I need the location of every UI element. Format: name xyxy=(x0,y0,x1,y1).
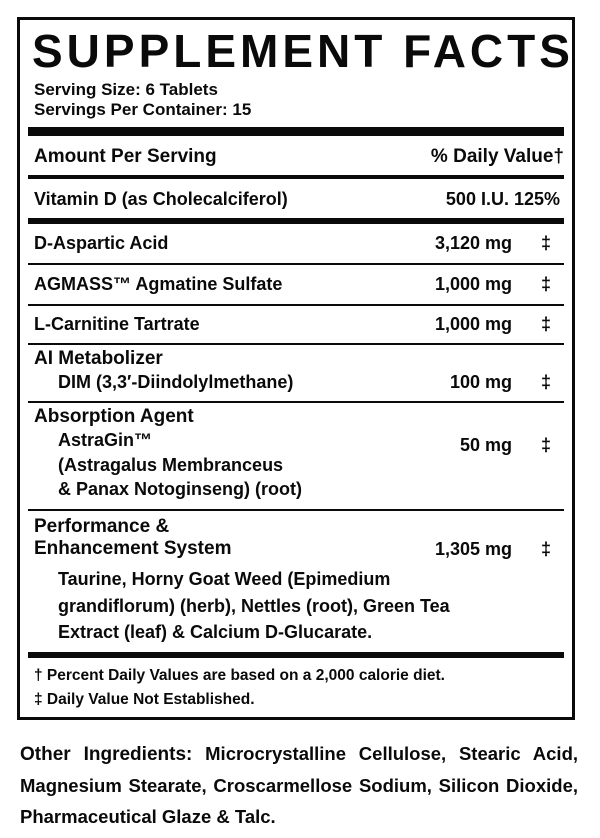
serving-size: Serving Size: 6 Tablets xyxy=(34,80,218,99)
medium-divider xyxy=(28,175,564,179)
ai-metabolizer-heading: AI Metabolizer xyxy=(34,348,163,369)
thin-divider xyxy=(28,509,564,511)
dv-dagger: ‡ xyxy=(540,233,551,253)
performance-heading-2: Enhancement System xyxy=(34,538,232,559)
other-ingredients xyxy=(20,738,578,832)
agmass-name: AGMASS™ Agmatine Sulfate xyxy=(34,274,283,294)
dv-dagger: ‡ xyxy=(540,274,551,294)
vitamin-d-amount: 500 I.U. 125% xyxy=(445,189,560,209)
panel-title: SUPPLEMENT FACTS xyxy=(32,25,574,77)
amount-per-serving-header: Amount Per Serving xyxy=(34,146,217,167)
agmass-amount: 1,000 mg xyxy=(434,274,512,294)
astragin-detail-2: & Panax Notoginseng) (root) xyxy=(58,479,302,499)
astragin-detail-1: (Astragalus Membranceus xyxy=(58,455,284,475)
d-aspartic-acid-amount: 3,120 mg xyxy=(434,233,512,253)
footnote-percent-dv: † Percent Daily Values are based on a 2,000 calorie diet. xyxy=(34,667,445,684)
dv-dagger: ‡ xyxy=(540,435,551,455)
medium-divider xyxy=(28,218,564,224)
other-ingredients-text: Microcrystalline Cellulose, Stearic Acid, Magnesium Stearate, Croscarmellose Sodium, Silicon Dioxide, Pharmaceutical Glaze & Talc. xyxy=(20,743,579,827)
thin-divider xyxy=(28,401,564,403)
thin-divider xyxy=(28,263,564,265)
thin-divider xyxy=(28,343,564,345)
performance-amount: 1,305 mg xyxy=(434,539,512,559)
astragin-name: AstraGin™ xyxy=(58,430,153,450)
daily-value-header: % Daily Value† xyxy=(430,146,564,167)
other-ingredients-label: Other Ingredients: xyxy=(20,744,193,765)
d-aspartic-acid-name: D-Aspartic Acid xyxy=(34,233,169,253)
dv-dagger: ‡ xyxy=(540,539,551,559)
thin-divider xyxy=(28,304,564,306)
absorption-agent-heading: Absorption Agent xyxy=(34,406,194,427)
dv-dagger: ‡ xyxy=(540,372,551,392)
supplement-facts-panel xyxy=(17,17,575,720)
servings-per-container: Servings Per Container: 15 xyxy=(34,100,252,119)
dim-amount: 100 mg xyxy=(449,372,512,392)
performance-ingredients-3: Extract (leaf) & Calcium D-Glucarate. xyxy=(58,622,373,642)
thick-divider xyxy=(28,127,564,136)
l-carnitine-amount: 1,000 mg xyxy=(434,314,512,334)
l-carnitine-name: L-Carnitine Tartrate xyxy=(34,314,200,334)
footnote-dv-not-established: ‡ Daily Value Not Established. xyxy=(34,691,255,708)
dim-name: DIM (3,3′-Diindolylmethane) xyxy=(58,372,294,392)
performance-ingredients-1: Taurine, Horny Goat Weed (Epimedium xyxy=(58,569,391,589)
astragin-amount: 50 mg xyxy=(459,435,512,455)
performance-ingredients-2: grandiflorum) (herb), Nettles (root), Green Tea xyxy=(58,596,450,616)
dv-dagger: ‡ xyxy=(540,314,551,334)
performance-heading-1: Performance & xyxy=(34,516,170,537)
thick-divider xyxy=(28,652,564,658)
vitamin-d-name: Vitamin D (as Cholecalciferol) xyxy=(34,189,288,209)
